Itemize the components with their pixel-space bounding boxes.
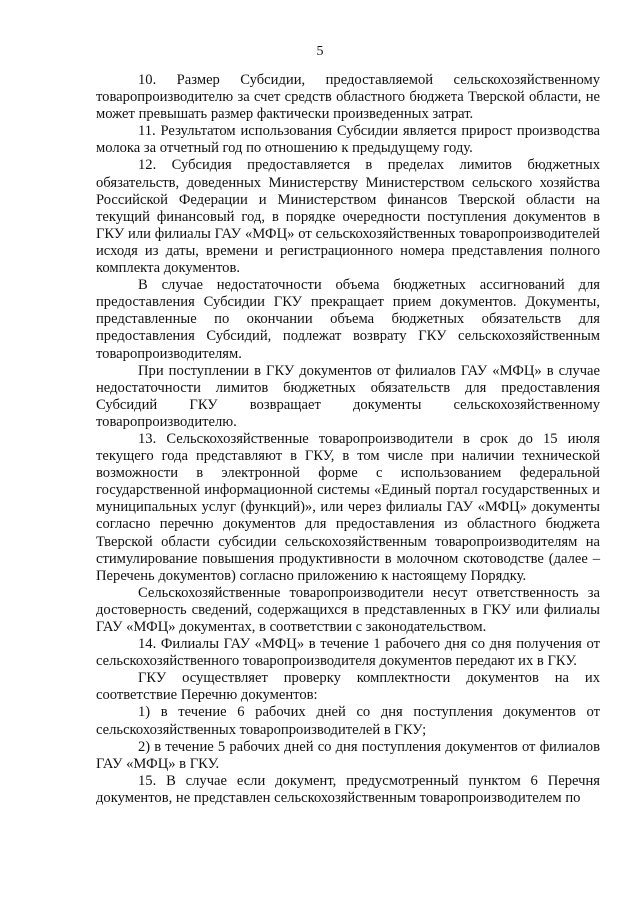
paragraph-10: 10. Размер Субсидии, предоставляемой сельскохозяйственному товаропроизводителю за счет средств областного бюджета Тверской области, не может превышать размер фактически произведенных затрат.: [96, 72, 600, 123]
page-number: 5: [316, 44, 324, 59]
paragraph-12: 12. Субсидия предоставляется в пределах лимитов бюджетных обязательств, доведенных Министерству Министерством сельского хозяйства Российской Федерации и Министерством финансов Тверской области на текущий финансовый год, в порядке очередности поступления документов в ГКУ или филиалы ГАУ «МФЦ» от сельскохозяйственных товаропроизводителей исходя из даты, времени и регистрационного номера представления полного комплекта документов.: [96, 157, 600, 277]
paragraph-14-item-2: 2) в течение 5 рабочих дней со дня поступления документов от филиалов ГАУ «МФЦ» в ГКУ.: [96, 738, 600, 772]
paragraph-12-mfc-return: При поступлении в ГКУ документов от филиалов ГАУ «МФЦ» в случае недостаточности лимитов бюджетных обязательств для предоставления Субсидий ГКУ возвращает документы сельскохозяйственному товаропроизводителю.: [96, 362, 600, 430]
paragraph-12-insufficient-allocations: В случае недостаточности объема бюджетных ассигнований для предоставления Субсидии ГКУ прекращает прием документов. Документы, представленные по окончании объема бюджетных обязательств для предоставления Субсидий, подлежат возврату ГКУ сельскохозяйственным товаропроизводителям.: [96, 277, 600, 362]
paragraph-13-responsibility: Сельскохозяйственные товаропроизводители несут ответственность за достоверность сведений, содержащихся в представленных в ГКУ или филиалы ГАУ «МФЦ» документах, в соответствии с законодательством.: [96, 584, 600, 635]
paragraph-14-check: ГКУ осуществляет проверку комплектности документов на их соответствие Перечню документов:: [96, 670, 600, 704]
document-body: [96, 72, 600, 807]
paragraph-11: 11. Результатом использования Субсидии является прирост производства молока за отчетный год по отношению к предыдущему году.: [96, 123, 600, 157]
paragraph-14: 14. Филиалы ГАУ «МФЦ» в течение 1 рабочего дня со дня получения от сельскохозяйственного товаропроизводителя документов передают их в ГКУ.: [96, 636, 600, 670]
paragraph-14-item-1: 1) в течение 6 рабочих дней со дня поступления документов от сельскохозяйственных товаропроизводителей в ГКУ;: [96, 704, 600, 738]
paragraph-13: 13. Сельскохозяйственные товаропроизводители в срок до 15 июля текущего года представляют в ГКУ, в том числе при наличии технической возможности в электронной форме с использованием федеральной государственной информационной системы «Единый портал государственных и муниципальных услуг (функций)», или через филиалы ГАУ «МФЦ» документы согласно перечню документов для предоставления из областного бюджета Тверской области субсидии сельскохозяйственным товаропроизводителям на стимулирование повышения продуктивности в молочном скотоводстве (далее – Перечень документов) согласно приложению к настоящему Порядку.: [96, 430, 600, 584]
paragraph-15: 15. В случае если документ, предусмотренный пунктом 6 Перечня документов, не представлен сельскохозяйственным товаропроизводителем по: [96, 772, 600, 806]
